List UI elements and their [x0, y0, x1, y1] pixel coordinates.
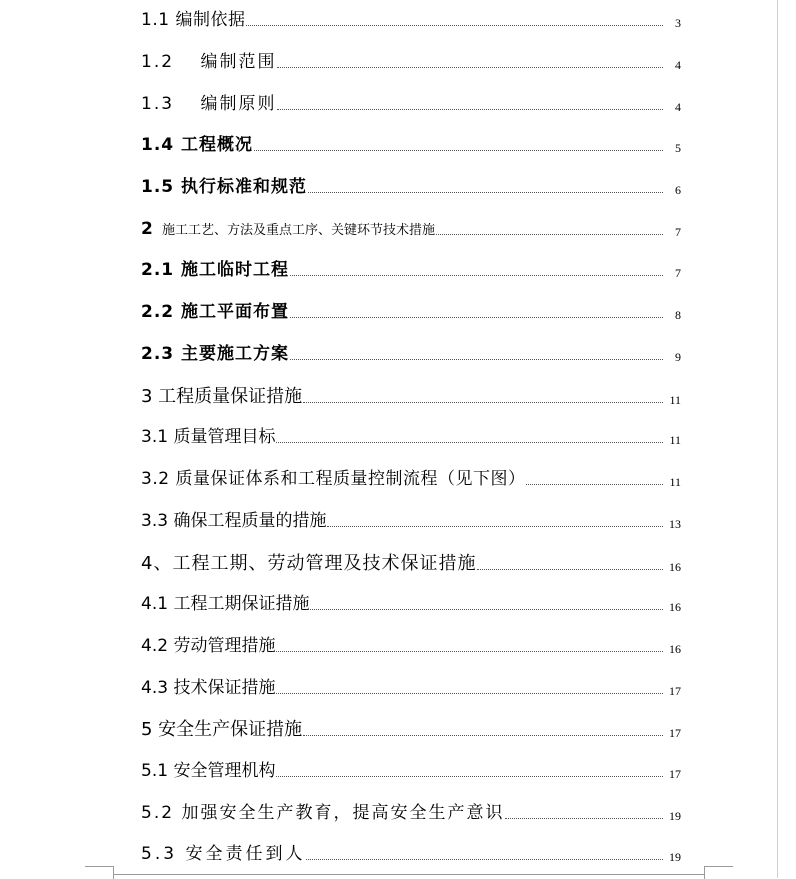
toc-entry-4-2[interactable] [141, 638, 681, 655]
toc-entry-label: 1.5 执行标准和规范 [141, 177, 308, 197]
toc-entry-3-2[interactable] [141, 471, 681, 488]
toc-dot-leader [436, 233, 663, 235]
page-bottom-rule [114, 874, 704, 875]
toc-entry-3-3[interactable] [141, 513, 681, 530]
toc-dot-leader [310, 608, 663, 610]
toc-page-number: 5 [675, 141, 681, 155]
toc-page-number: 17 [669, 767, 681, 781]
toc-entry-4[interactable] [141, 555, 681, 573]
toc-entry-label: 4.1 工程工期保证措施 [141, 594, 310, 614]
toc-entry-4-1[interactable] [141, 596, 681, 613]
toc-dot-leader [303, 734, 663, 736]
toc-entry-label: 1.1 编制依据 [141, 10, 246, 30]
toc-page-number: 4 [675, 100, 681, 114]
toc-entry-1-3[interactable] [141, 96, 681, 113]
toc-dot-leader [246, 24, 663, 26]
toc-entry-label: 5 安全生产保证措施 [141, 719, 303, 740]
toc-entry-label: 4、工程工期、劳动管理及技术保证措施 [141, 553, 477, 574]
toc-entry-2-2[interactable] [141, 304, 681, 321]
toc-page-number: 7 [675, 225, 681, 239]
toc-page-number: 6 [675, 183, 681, 197]
toc-page-number: 16 [669, 560, 681, 574]
toc-page-number: 11 [669, 475, 681, 489]
toc-dot-leader [277, 66, 663, 68]
toc-page-number: 8 [675, 308, 681, 322]
toc-dot-leader [276, 775, 663, 777]
toc-entry-label: 2.2 施工平面布置 [141, 302, 290, 322]
toc-dot-leader [290, 274, 663, 276]
toc-entry-1-5[interactable] [141, 179, 681, 196]
toc-entry-2[interactable] [141, 221, 681, 238]
toc-entry-5-2[interactable] [141, 805, 681, 822]
toc-page-number: 13 [669, 517, 681, 531]
toc-entry-5-3[interactable] [141, 846, 681, 863]
toc-page-number: 7 [675, 266, 681, 280]
toc-page-number: 19 [669, 850, 681, 864]
toc-entry-1-4[interactable] [141, 137, 681, 154]
toc-dot-leader [276, 692, 663, 694]
toc-entry-label: 2.1 施工临时工程 [141, 260, 290, 280]
toc-entry-1-2[interactable] [141, 54, 681, 71]
toc-entry-number: 2 [141, 219, 153, 239]
toc-page-number: 11 [669, 433, 681, 447]
toc-entry-label: 3.2 质量保证体系和工程质量控制流程（见下图） [141, 469, 526, 489]
toc-dot-leader [505, 817, 663, 819]
toc-entry-label: 1.2 编制范围 [141, 52, 277, 72]
toc-entry-label: 1.3 编制原则 [141, 94, 277, 114]
toc-entry-2-1[interactable] [141, 262, 681, 279]
toc-page-number: 4 [675, 58, 681, 72]
toc-entry-text: 施工工艺、方法及重点工序、关键环节技术措施 [161, 223, 435, 238]
toc-dot-leader [477, 568, 663, 570]
toc-dot-leader [303, 401, 663, 403]
toc-entry-3-1[interactable] [141, 429, 681, 446]
toc-entry-label [141, 221, 435, 238]
page-corner-mark-right [704, 866, 733, 879]
toc-entry-label: 4.2 劳动管理措施 [141, 636, 276, 656]
toc-dot-leader [308, 191, 663, 193]
toc-entry-label: 3 工程质量保证措施 [141, 386, 303, 407]
toc-page-number: 19 [669, 809, 681, 823]
toc-page-number: 11 [669, 393, 681, 407]
toc-dot-leader [327, 525, 663, 527]
toc-dot-leader [290, 316, 663, 318]
toc-dot-leader [254, 149, 663, 151]
toc-dot-leader [276, 650, 663, 652]
toc-entry-label: 5.1 安全管理机构 [141, 761, 276, 781]
toc-entry-label: 1.4 工程概况 [141, 135, 254, 155]
toc-entry-label: 4.3 技术保证措施 [141, 678, 276, 698]
page-side-rule [777, 0, 778, 878]
toc-page-number: 3 [675, 16, 681, 30]
toc-dot-leader [306, 858, 663, 860]
toc-page-number: 9 [675, 350, 681, 364]
toc-dot-leader [526, 483, 663, 485]
page-corner-mark-left [85, 866, 114, 879]
toc-page-number: 16 [669, 600, 681, 614]
toc-entry-label: 2.3 主要施工方案 [141, 344, 290, 364]
toc-page-number: 17 [669, 726, 681, 740]
toc-entry-5-1[interactable] [141, 763, 681, 780]
toc-entry-2-3[interactable] [141, 346, 681, 363]
toc-page-number: 16 [669, 642, 681, 656]
toc-entry-label: 5.2 加强安全生产教育，提高安全生产意识 [141, 803, 505, 823]
toc-page-number: 17 [669, 684, 681, 698]
toc-entry-label: 3.3 确保工程质量的措施 [141, 511, 327, 531]
toc-entry-1-1[interactable] [141, 12, 681, 29]
toc-entry-3[interactable] [141, 388, 681, 406]
toc-dot-leader [277, 108, 663, 110]
toc-dot-leader [290, 358, 663, 360]
toc-dot-leader [276, 441, 663, 443]
toc-entry-5[interactable] [141, 721, 681, 739]
toc-entry-4-3[interactable] [141, 680, 681, 697]
toc-entry-label: 5.3 安全责任到人 [141, 844, 306, 864]
toc-entry-label: 3.1 质量管理目标 [141, 427, 276, 447]
